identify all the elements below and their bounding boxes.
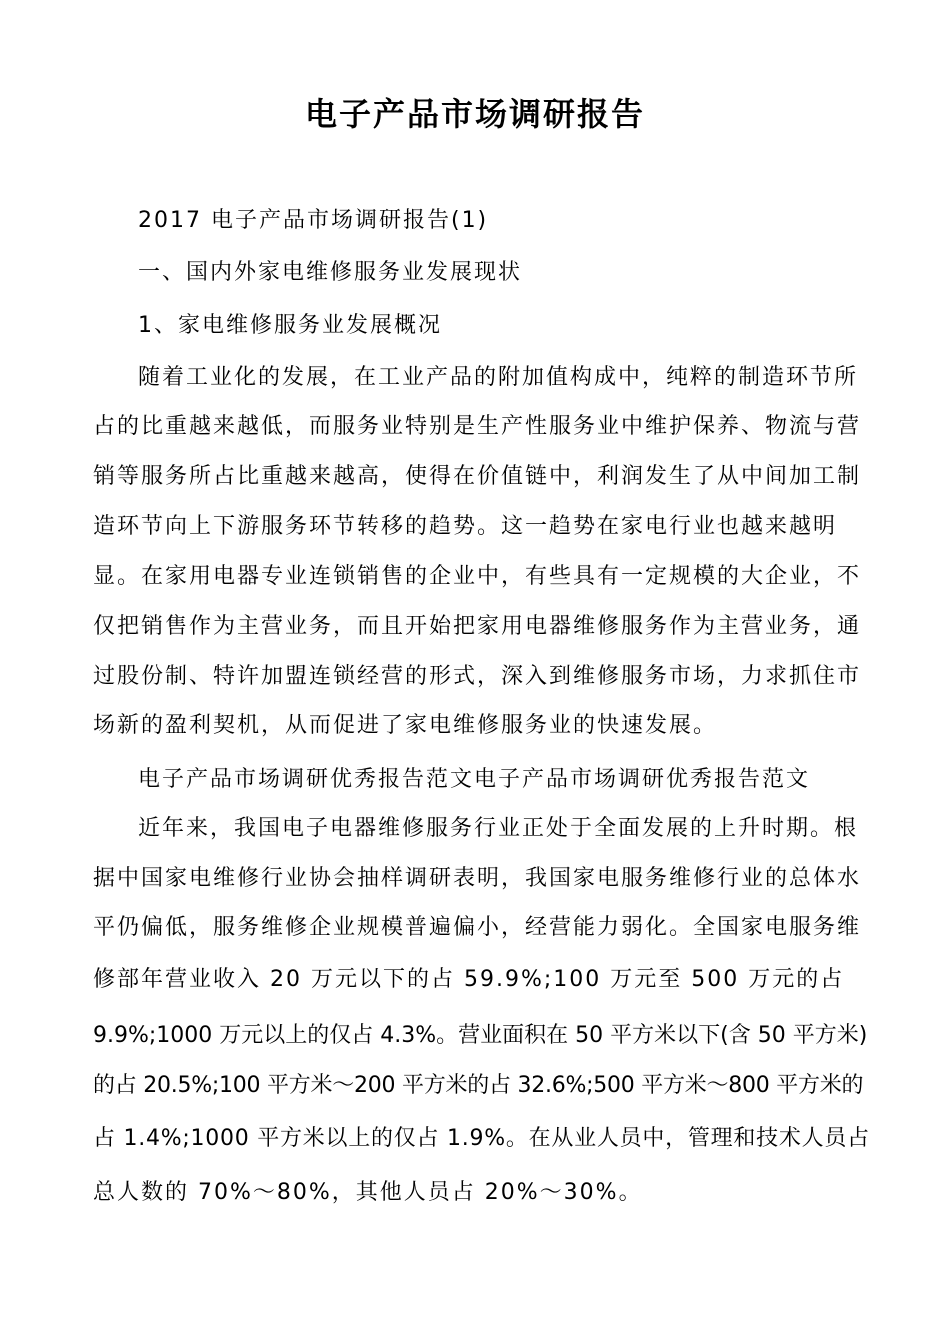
paragraph-line: 随着工业化的发展，在工业产品的附加值构成中，纯粹的制造环节所 bbox=[138, 365, 859, 390]
paragraph-line: 占的比重越来越低，而服务业特别是生产性服务业中维护保养、物流与营 bbox=[93, 414, 862, 439]
paragraph-line: 据中国家电维修行业协会抽样调研表明，我国家电服务维修行业的总体水 bbox=[93, 866, 862, 891]
document-title: 电子产品市场调研报告 bbox=[304, 95, 645, 133]
paragraph-line: 9.9%;1000 万元以上的仅占 4.3%。营业面积在 50 平方米以下(含 50 平方米) bbox=[93, 1023, 868, 1048]
subsection-heading: 1、家电维修服务业发展概况 bbox=[138, 313, 442, 338]
paragraph-line: 近年来，我国电子电器维修服务行业正处于全面发展的上升时期。根 bbox=[138, 816, 859, 841]
paragraph-line: 过股份制、特许加盟连锁经营的形式，深入到维修服务市场，力求抓住市 bbox=[93, 664, 862, 689]
paragraph-line: 场新的盈利契机，从而促进了家电维修服务业的快速发展。 bbox=[93, 713, 718, 738]
paragraph-line: 修部年营业收入 20 万元以下的占 59.9%;100 万元至 500 万元的占 bbox=[93, 967, 845, 992]
report-subtitle: 2017 电子产品市场调研报告(1) bbox=[138, 208, 489, 233]
paragraph-line: 的占 20.5%;100 平方米～200 平方米的占 32.6%;500 平方米～800 平方米的 bbox=[93, 1073, 864, 1098]
paragraph-line: 仅把销售作为主营业务，而且开始把家用电器维修服务作为主营业务，通 bbox=[93, 614, 862, 639]
paragraph-line: 造环节向上下游服务环节转移的趋势。这一趋势在家电行业也越来越明 bbox=[93, 514, 838, 539]
paragraph-line: 销等服务所占比重越来越高，使得在价值链中，利润发生了从中间加工制 bbox=[93, 464, 862, 489]
section-heading: 一、国内外家电维修服务业发展现状 bbox=[138, 260, 523, 285]
paragraph-line: 显。在家用电器专业连锁销售的企业中，有些具有一定规模的大企业，不 bbox=[93, 564, 862, 589]
paragraph-line: 占 1.4%;1000 平方米以上的仅占 1.9%。在从业人员中，管理和技术人员占 bbox=[93, 1126, 870, 1151]
paragraph-line: 平仍偏低，服务维修企业规模普遍偏小，经营能力弱化。全国家电服务维 bbox=[93, 915, 862, 940]
paragraph-line: 总人数的 70%～80%，其他人员占 20%～30%。 bbox=[93, 1180, 643, 1205]
paragraph-line: 电子产品市场调研优秀报告范文电子产品市场调研优秀报告范文 bbox=[138, 767, 811, 792]
